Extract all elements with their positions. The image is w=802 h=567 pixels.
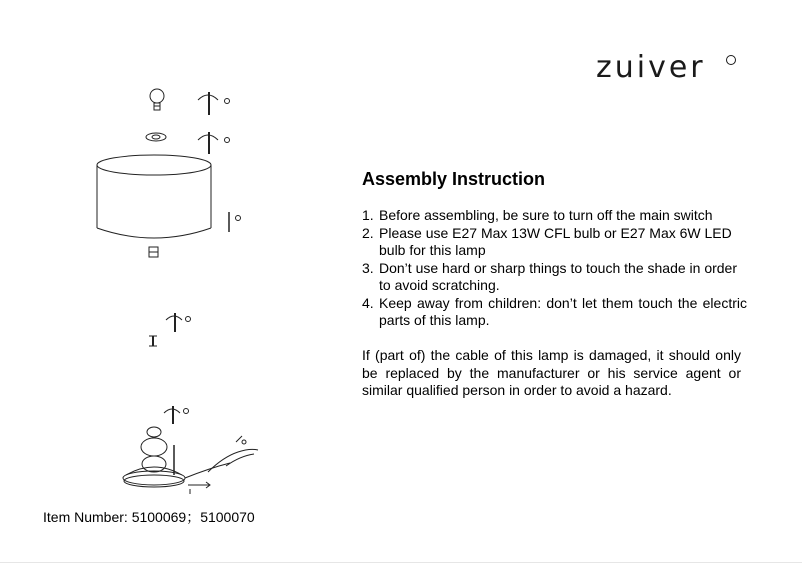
rotate-arrow-icon <box>198 132 230 154</box>
list-item-text: Please use E27 Max 13W CFL bulb or E27 Max 6W LED bulb for this lamp <box>379 224 732 258</box>
divider <box>0 562 802 563</box>
list-item <box>362 260 747 295</box>
socket-icon <box>149 247 158 257</box>
list-item <box>362 207 747 225</box>
list-item-text: Keep away from children: don’t let them touch the electric parts of this lamp. <box>379 294 747 328</box>
list-item-number: 3. <box>362 259 374 276</box>
list-item-number: 1. <box>362 207 374 223</box>
lamp-base <box>123 427 185 487</box>
list-item <box>362 225 747 260</box>
list-item-number: 2. <box>362 224 374 241</box>
right-arrow-icon <box>188 482 210 494</box>
lamp-shade <box>97 155 211 238</box>
down-arrow-icon <box>229 212 241 232</box>
item-number: Item Number: 5100069；5100070 <box>43 509 255 525</box>
brand-name: zuiver <box>596 50 706 85</box>
instruction-list <box>362 207 747 330</box>
rotate-arrow-icon <box>164 406 189 424</box>
list-item <box>362 295 747 330</box>
safety-warning: If (part of) the cable of this lamp is damaged, it should only be replaced by the manufacturer or his service agent or similar qualified person in order to avoid a hazard. <box>362 347 741 398</box>
list-item-number: 4. <box>362 294 374 311</box>
rotate-arrow-icon <box>166 313 191 332</box>
page-title: Assembly Instruction <box>362 169 546 189</box>
lamp-exploded-view-icon <box>88 80 278 500</box>
brand-dot-icon <box>726 55 736 65</box>
list-item-text: Before assembling, be sure to turn off the main switch <box>379 207 713 223</box>
ring-nut-icon <box>146 133 166 141</box>
cable-icon <box>174 436 258 478</box>
screw-icon <box>149 336 157 346</box>
rotate-arrow-icon <box>198 92 230 115</box>
bulb-icon <box>150 89 164 110</box>
list-item-text: Don’t use hard or sharp things to touch the shade in order to avoid scratching. <box>379 259 737 293</box>
